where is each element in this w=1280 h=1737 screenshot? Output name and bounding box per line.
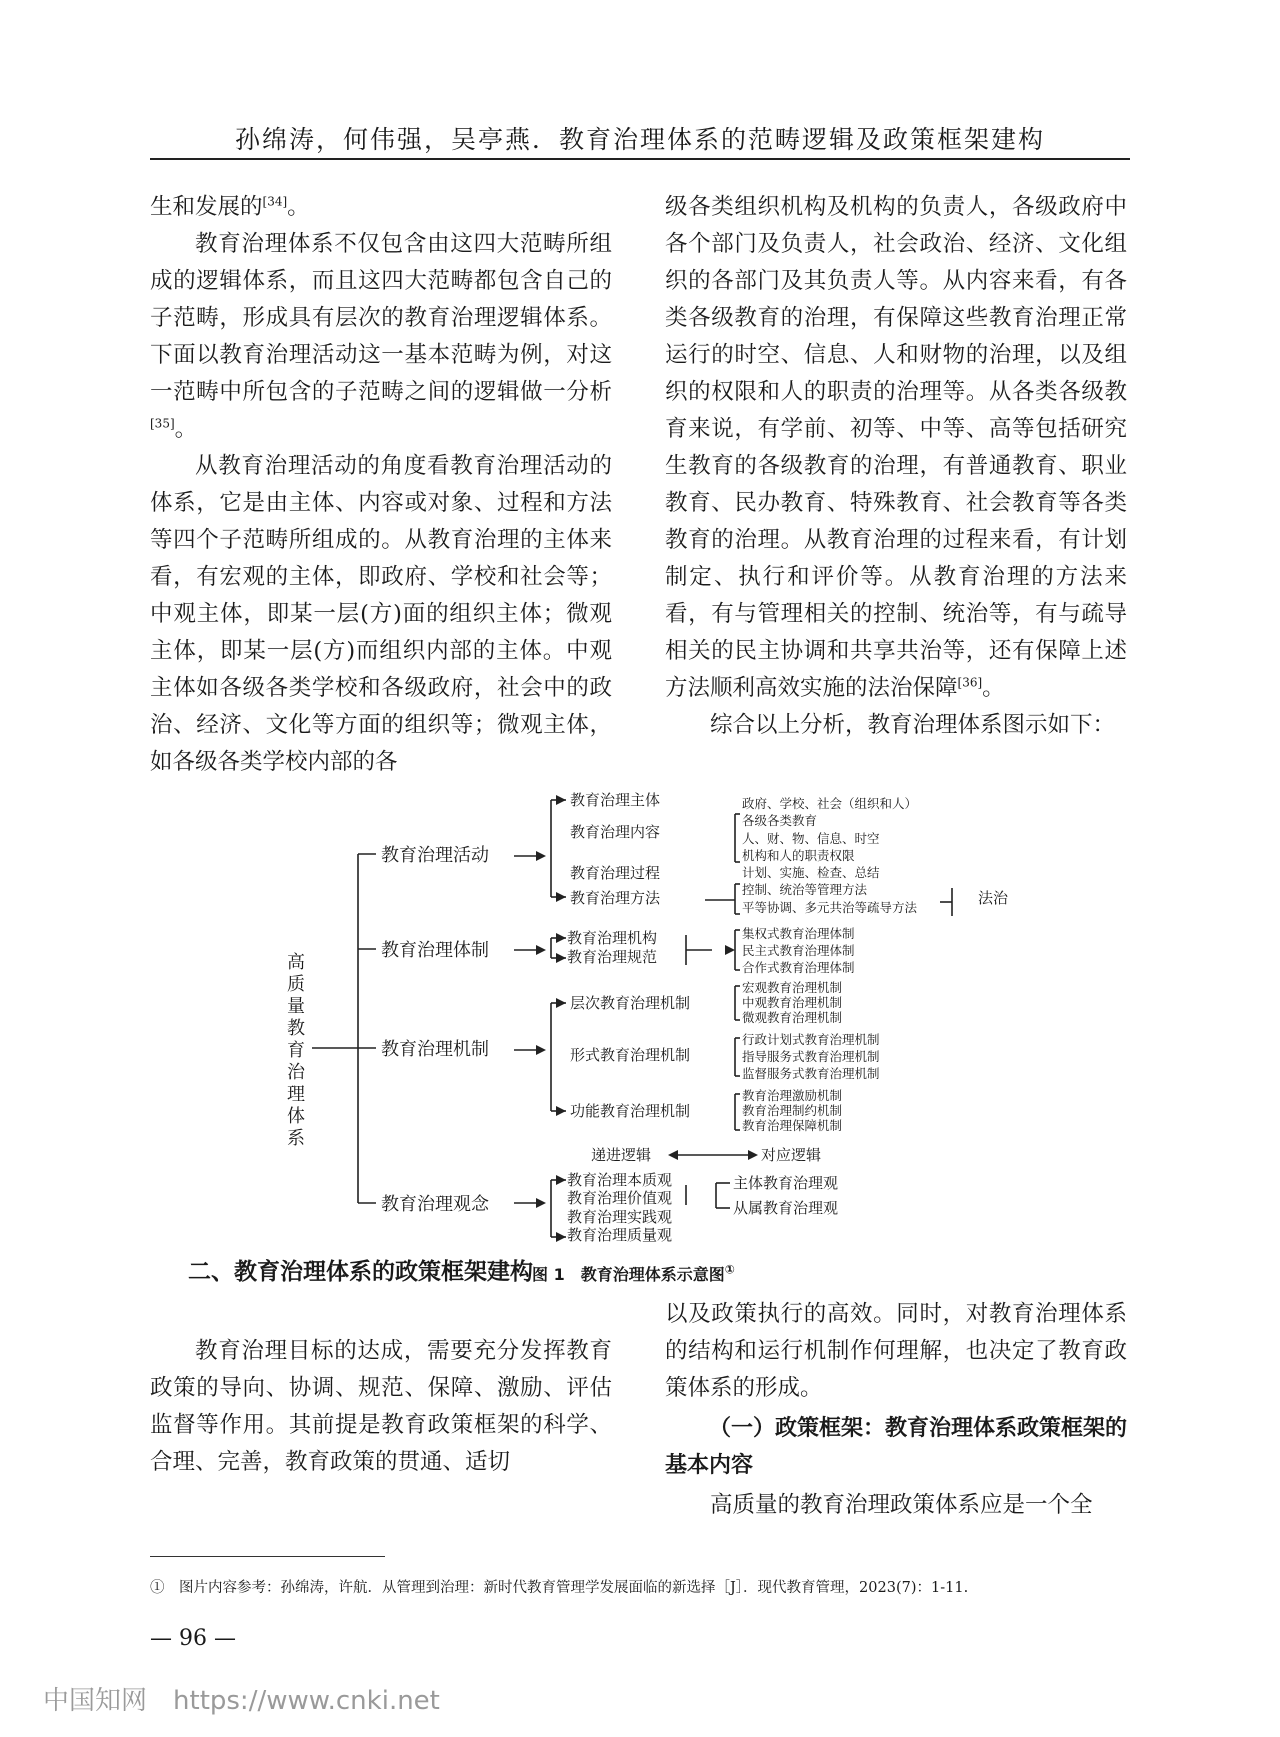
branch-concept: 教育治理观念 [381, 1194, 489, 1215]
diagram-detail: 教育治理激励机制 [742, 1088, 843, 1103]
paragraph: 生和发展的[34]。 [150, 194, 310, 220]
diagram-item: 形式教育治理机制 [570, 1046, 691, 1064]
diagram-detail: 主体教育治理观 [733, 1174, 839, 1192]
diagram-detail: 微观教育治理机制 [742, 1010, 843, 1025]
root-char: 系 [287, 1128, 305, 1149]
diagram-detail: 宏观教育治理机制 [742, 980, 843, 995]
paragraph: 综合以上分析，教育治理体系图示如下： [710, 712, 1116, 738]
diagram-detail: 各级各类教育 [742, 813, 818, 828]
diagram-item: 教育治理方法 [570, 889, 661, 907]
diagram-detail: 计划、实施、检查、总结 [742, 865, 880, 880]
paragraph: 高质量的教育治理政策体系应是一个全 [710, 1492, 1093, 1518]
paragraph: 教育治理目标的达成，需要充分发挥教育政策的导向、协调、规范、保障、激励、评估监督等作用。其前提是教育政策框架的科学、合理、完善，教育政策的贯通、适切 [150, 1338, 612, 1475]
diagram-detail: 行政计划式教育治理机制 [742, 1032, 880, 1047]
diagram-detail: 从属教育治理观 [733, 1199, 839, 1217]
diagram-detail: 指导服务式教育治理机制 [742, 1049, 880, 1064]
running-header: 孙绵涛，何伟强，吴亭燕．教育治理体系的范畴逻辑及政策框架建构 [234, 125, 1045, 154]
root-char: 理 [287, 1084, 305, 1105]
column-left-bottom [150, 1333, 612, 1481]
watermark-brand: 中国知网 [43, 1686, 148, 1716]
diagram-fazhi: 法治 [978, 889, 1009, 907]
figure-note-mark: ① [724, 1262, 735, 1277]
figure-caption-text: 图 1 教育治理体系示意图 [532, 1265, 725, 1284]
diagram-item: 层次教育治理机制 [570, 994, 691, 1012]
column-left-top [150, 189, 612, 781]
diagram-detail: 集权式教育治理体制 [742, 926, 855, 941]
root-char: 体 [287, 1106, 305, 1127]
root-char: 教 [287, 1018, 305, 1039]
diagram-item: 教育治理质量观 [567, 1226, 673, 1244]
progressive-logic-label: 递进逻辑 [591, 1146, 652, 1164]
branch-activity: 教育治理活动 [381, 845, 489, 866]
diagram-detail: 教育治理制约机制 [742, 1103, 843, 1118]
diagram-item: 教育治理过程 [570, 864, 661, 882]
header-rule [150, 158, 1130, 160]
branch-mechanism: 教育治理机制 [381, 1039, 489, 1060]
diagram-detail: 合作式教育治理体制 [742, 960, 855, 975]
footnote-rule [150, 1556, 385, 1557]
diagram-item: 功能教育治理机制 [570, 1102, 691, 1120]
paragraph: 教育治理体系不仅包含由这四大范畴所组成的逻辑体系，而且这四大范畴都包含自己的子范畴，形成具有层次的教育治理逻辑体系。下面以教育治理活动这一基本范畴为例，对这一范畴中所包含的子范畴之间的逻辑做一分析[35]。 [150, 231, 612, 442]
diagram-detail: 平等协调、多元共治等疏导方法 [742, 900, 918, 915]
paragraph: 以及政策执行的高效。同时，对教育治理体系的结构和运行机制作何理解，也决定了教育政策体系的形成。 [665, 1301, 1127, 1401]
diagram-item: 教育治理机构 [567, 929, 658, 947]
diagram-detail: 机构和人的职责权限 [742, 848, 855, 863]
diagram-item: 教育治理本质观 [567, 1171, 673, 1189]
corresponding-logic-label: 对应逻辑 [761, 1146, 822, 1164]
paragraph: 从教育治理活动的角度看教育治理活动的体系，它是由主体、内容或对象、过程和方法等四个子范畴所组成的。从教育治理的主体来看，有宏观的主体，即政府、学校和社会等；中观主体，即某一层(方)面的组织主体；微观主体，即某一层(方)而组织内部的主体。中观主体如各级各类学校和各级政府，社会中的政治、经济、文化等方面的组织等；微观主体，如各级各类学校内部的各 [150, 453, 612, 775]
section-heading: 二、教育治理体系的政策框架建构 [188, 1259, 533, 1285]
watermark [43, 1680, 440, 1717]
root-char: 治 [287, 1062, 305, 1083]
diagram-detail: 民主式教育治理体制 [742, 943, 855, 958]
root-char: 育 [287, 1040, 305, 1061]
root-char: 量 [287, 996, 305, 1017]
diagram-detail: 监督服务式教育治理机制 [742, 1066, 880, 1081]
diagram-root-label [287, 952, 306, 1149]
diagram-detail: 中观教育治理机制 [742, 995, 843, 1010]
root-char: 高 [287, 952, 305, 973]
page-number: — 96 — [150, 1626, 236, 1651]
diagram-detail: 控制、统治等管理方法 [742, 882, 868, 897]
footnote: ① 图片内容参考：孙绵涛，许航．从管理到治理：新时代教育管理学发展面临的新选择［J］．现代教育管理，2023(7)：1-11. [150, 1580, 969, 1596]
paragraph: 级各类组织机构及机构的负责人，各级政府中各个部门及负责人，社会政治、经济、文化组织的各部门及其负责人等。从内容来看，有各类各级教育的治理，有保障这些教育治理正常运行的时空、信息、人和财物的治理，以及组织的权限和人的职责的治理等。从各类各级教育来说，有学前、初等、中等、高等包括研究生教育的各级教育的治理，有普通教育、职业教育、民办教育、特殊教育、社会教育等各类教育的治理。从教育治理的过程来看，有计划制定、执行和评价等。从教育治理的方法来看，有与管理相关的控制、统治等，有与疏导相关的民主协调和共享共治等，还有保障上述方法顺利高效实施的法治保障[36]。 [665, 194, 1127, 701]
diagram-item: 教育治理价值观 [567, 1189, 673, 1207]
diagram-item: 教育治理内容 [570, 823, 661, 841]
column-right-bottom [665, 1296, 1127, 1524]
watermark-url: https://www.cnki.net [173, 1686, 440, 1716]
branch-structure: 教育治理体制 [381, 940, 489, 961]
column-right-top [665, 189, 1127, 744]
diagram-detail: 教育治理保障机制 [742, 1118, 843, 1133]
diagram-detail: 政府、学校、社会（组织和人） [742, 796, 918, 811]
subsection-heading: （一）政策框架：教育治理体系政策框架的基本内容 [665, 1416, 1128, 1478]
root-char: 质 [287, 974, 305, 995]
diagram-detail: 人、财、物、信息、时空 [742, 831, 880, 846]
diagram-item: 教育治理实践观 [567, 1208, 673, 1226]
diagram-item: 教育治理规范 [567, 948, 658, 966]
diagram-item: 教育治理主体 [570, 791, 661, 809]
